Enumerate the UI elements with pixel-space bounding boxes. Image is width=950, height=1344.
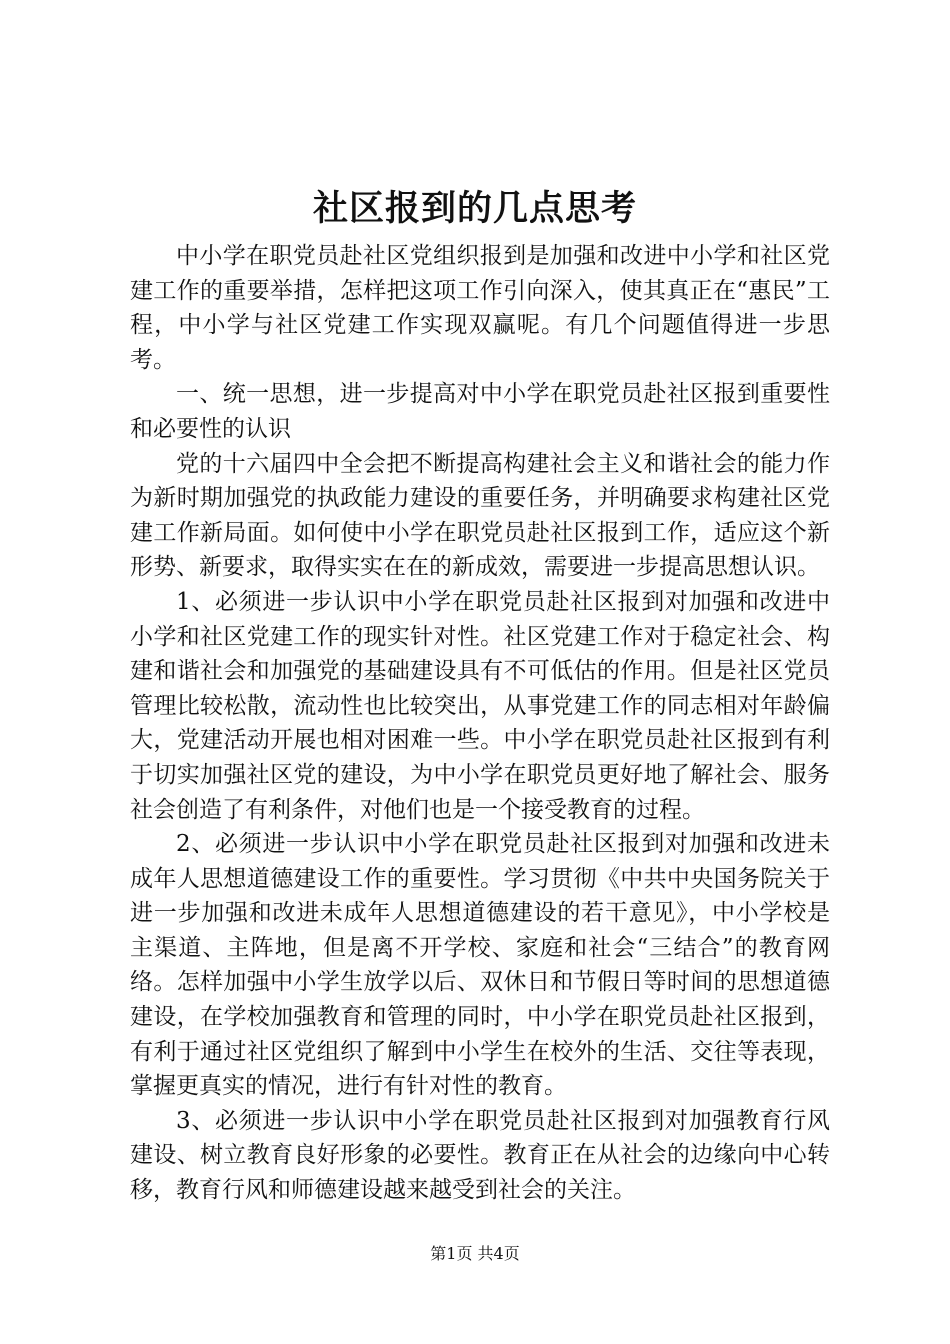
paragraph-point-1: 1、必须进一步认识中小学在职党员赴社区报到对加强和改进中小学和社区党建工作的现实针对性。社区党建工作对于稳定社会、构建和谐社会和加强党的基础建设具有不可低估的作用。但是社区党员管理比较松散，流动性也比较突出，从事党建工作的同志相对年龄偏大，党建活动开展也相对困难一些。中小学在职党员赴社区报到有利于切实加强社区党的建设，为中小学在职党员更好地了解社会、服务社会创造了有利条件，对他们也是一个接受教育的过程。 [130, 588, 830, 823]
paragraph-section-1-intro: 党的十六届四中全会把不断提高构建社会主义和谐社会的能力作为新时期加强党的执政能力建设的重要任务，并明确要求构建社区党建工作新局面。如何使中小学在职党员赴社区报到工作，适应这个新形势、新要求，取得实实在在的新成效，需要进一步提高思想认识。 [130, 450, 830, 581]
section-heading-1: 一、统一思想，进一步提高对中小学在职党员赴社区报到重要性和必要性的认识 [130, 381, 830, 442]
page-number-footer: 第1页 共4页 [430, 1244, 520, 1263]
paragraph-point-3: 3、必须进一步认识中小学在职党员赴社区报到对加强教育行风建设、树立教育良好形象的必要性。教育正在从社会的边缘向中心转移，教育行风和师德建设越来越受到社会的关注。 [130, 1107, 830, 1204]
document-title: 社区报到的几点思考 [312, 188, 637, 229]
paragraph-point-2: 2、必须进一步认识中小学在职党员赴社区报到对加强和改进未成年人思想道德建设工作的重要性。学习贯彻《中共中央国务院关于进一步加强和改进未成年人思想道德建设的若干意见》，中小学校是主渠道、主阵地，但是离不开学校、家庭和社会“三结合”的教育网络。怎样加强中小学生放学以后、双休日和节假日等时间的思想道德建设，在学校加强教育和管理的同时，中小学在职党员赴社区报到，有利于通过社区党组织了解到中小学生在校外的生活、交往等表现，掌握更真实的情况，进行有针对性的教育。 [130, 831, 830, 1100]
paragraph-intro: 中小学在职党员赴社区党组织报到是加强和改进中小学和社区党建工作的重要举措，怎样把这项工作引向深入，使其真正在“惠民”工程，中小学与社区党建工作实现双赢呢。有几个问题值得进一步思考。 [130, 243, 830, 373]
document-body [130, 239, 830, 1208]
